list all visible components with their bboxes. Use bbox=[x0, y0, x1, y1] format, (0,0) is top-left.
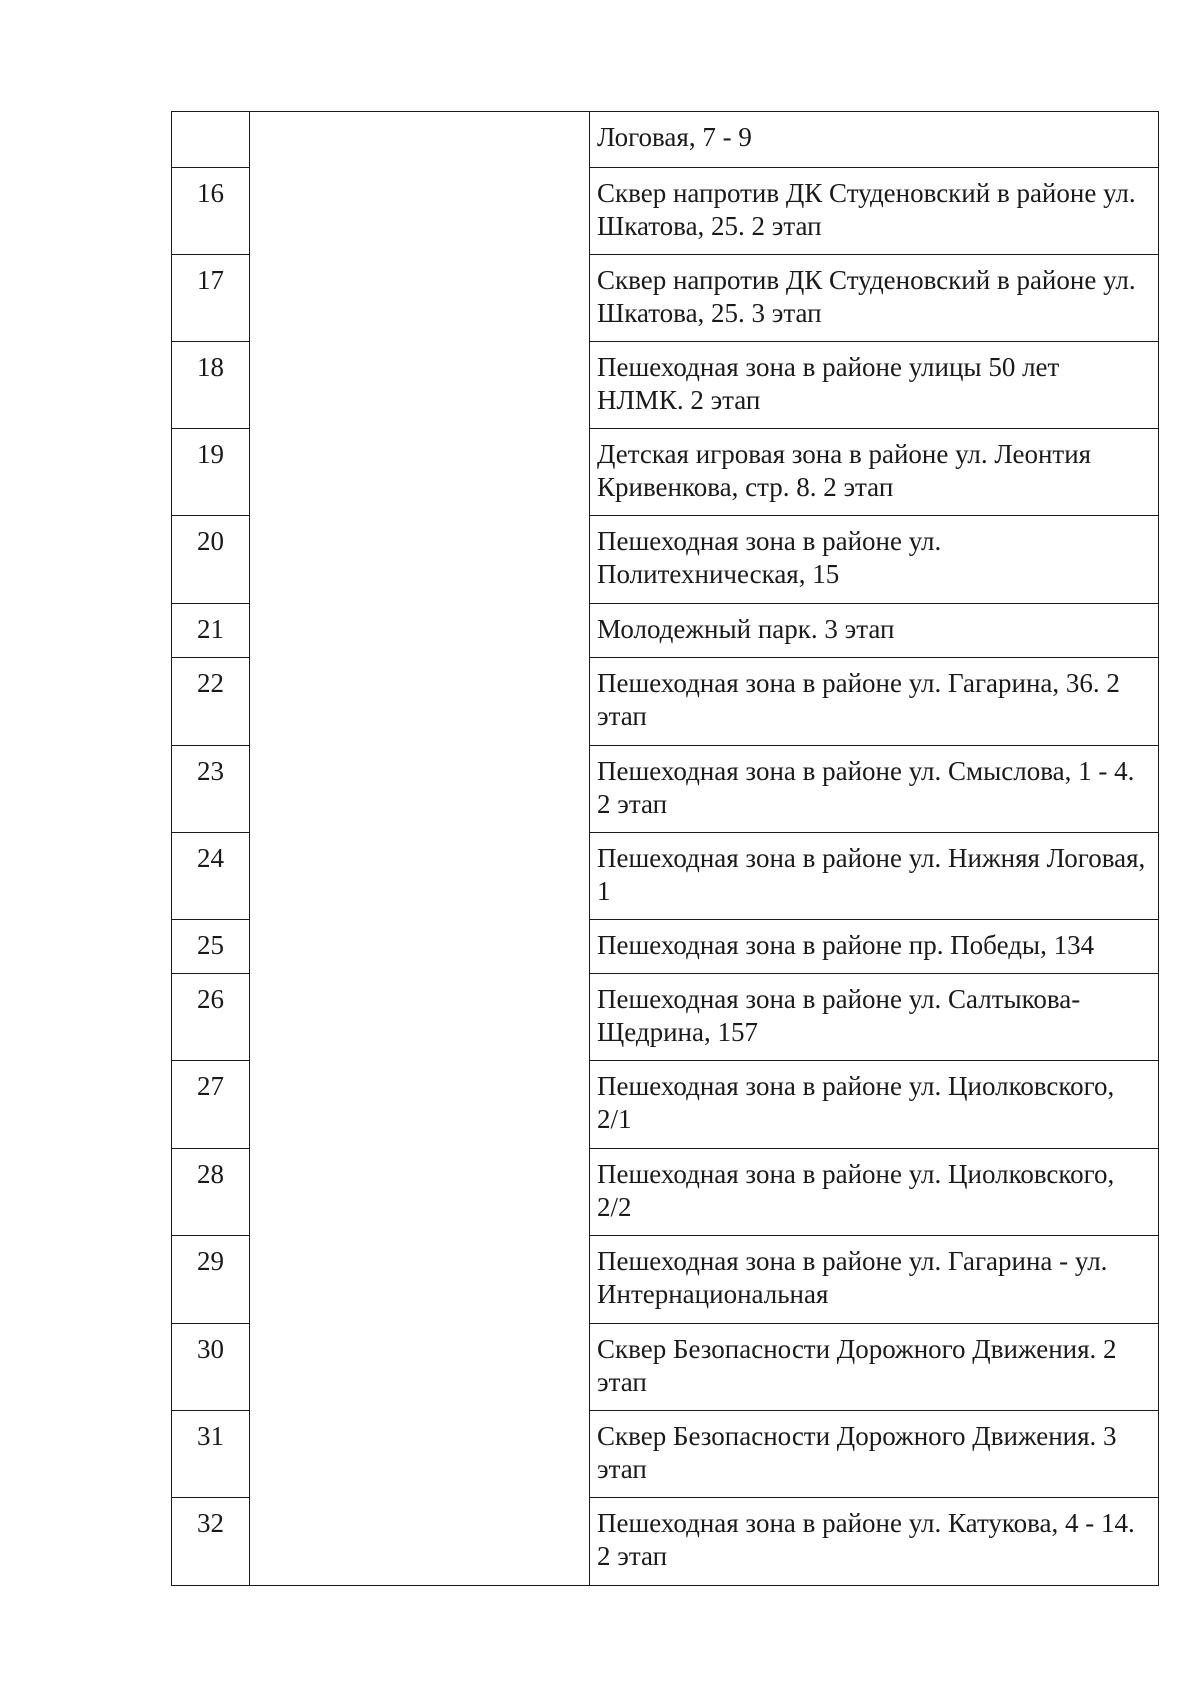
row-number-cell: 20 bbox=[172, 516, 250, 604]
table-row bbox=[172, 112, 1159, 168]
row-number-cell: 28 bbox=[172, 1149, 250, 1236]
object-name-cell: Пешеходная зона в районе ул. Катукова, 4 - 14. 2 этап bbox=[590, 1498, 1159, 1586]
object-name-cell: Пешеходная зона в районе ул. Салтыкова-Щедрина, 157 bbox=[590, 974, 1159, 1061]
row-number-cell: 32 bbox=[172, 1498, 250, 1586]
row-number-cell: 25 bbox=[172, 920, 250, 974]
row-number-cell: 21 bbox=[172, 604, 250, 658]
row-number-cell: 31 bbox=[172, 1411, 250, 1498]
row-number-cell: 22 bbox=[172, 658, 250, 746]
object-name-cell: Сквер напротив ДК Студеновский в районе ул. Шкатова, 25. 2 этап bbox=[590, 168, 1159, 255]
row-number-cell: 18 bbox=[172, 342, 250, 429]
row-number-cell: 29 bbox=[172, 1236, 250, 1324]
object-name-cell: Сквер Безопасности Дорожного Движения. 2 этап bbox=[590, 1324, 1159, 1411]
object-name-cell: Пешеходная зона в районе ул. Гагарина, 36. 2 этап bbox=[590, 658, 1159, 746]
object-name-cell: Сквер напротив ДК Студеновский в районе ул. Шкатова, 25. 3 этап bbox=[590, 255, 1159, 342]
row-number-cell: 16 bbox=[172, 168, 250, 255]
object-name-cell: Пешеходная зона в районе ул. Нижняя Логовая, 1 bbox=[590, 833, 1159, 920]
object-name-cell: Пешеходная зона в районе ул. Циолковского, 2/2 bbox=[590, 1149, 1159, 1236]
row-number-cell: 24 bbox=[172, 833, 250, 920]
object-name-cell: Пешеходная зона в районе улицы 50 лет НЛМК. 2 этап bbox=[590, 342, 1159, 429]
row-number-cell: 27 bbox=[172, 1061, 250, 1149]
objects-table bbox=[171, 111, 1159, 1586]
merged-empty-cell bbox=[250, 112, 590, 1586]
row-number-cell: 26 bbox=[172, 974, 250, 1061]
object-name-cell: Пешеходная зона в районе ул. Гагарина - ул. Интернациональная bbox=[590, 1236, 1159, 1324]
object-name-cell: Пешеходная зона в районе ул. Циолковского, 2/1 bbox=[590, 1061, 1159, 1149]
row-number-cell: 30 bbox=[172, 1324, 250, 1411]
table-body bbox=[172, 112, 1159, 1586]
object-name-cell: Пешеходная зона в районе ул. Смыслова, 1 - 4. 2 этап bbox=[590, 746, 1159, 833]
object-name-cell: Детская игровая зона в районе ул. Леонтия Кривенкова, стр. 8. 2 этап bbox=[590, 429, 1159, 516]
object-name-cell: Логовая, 7 - 9 bbox=[590, 112, 1159, 168]
row-number-cell bbox=[172, 112, 250, 168]
object-name-cell: Пешеходная зона в районе пр. Победы, 134 bbox=[590, 920, 1159, 974]
object-name-cell: Пешеходная зона в районе ул. Политехническая, 15 bbox=[590, 516, 1159, 604]
row-number-cell: 17 bbox=[172, 255, 250, 342]
row-number-cell: 23 bbox=[172, 746, 250, 833]
object-name-cell: Сквер Безопасности Дорожного Движения. 3 этап bbox=[590, 1411, 1159, 1498]
row-number-cell: 19 bbox=[172, 429, 250, 516]
object-name-cell: Молодежный парк. 3 этап bbox=[590, 604, 1159, 658]
